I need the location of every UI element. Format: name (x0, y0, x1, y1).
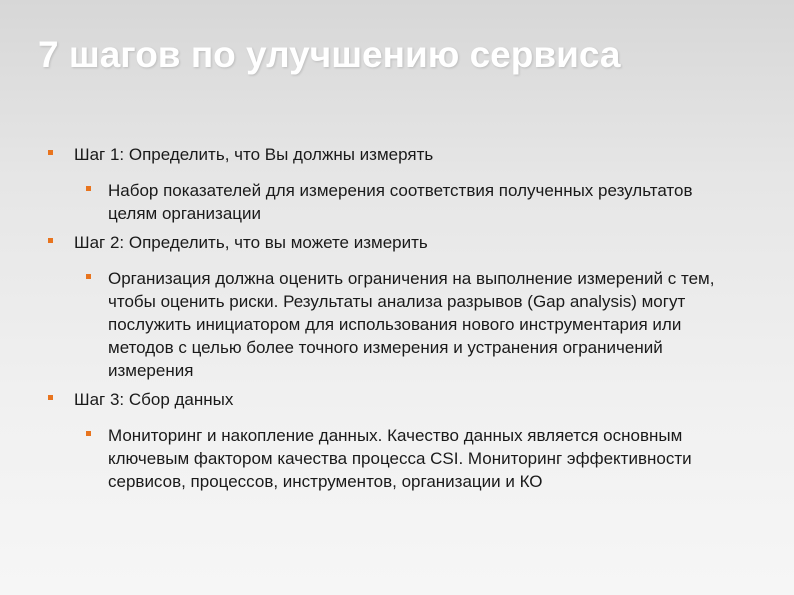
list-item-text: Шаг 3: Сбор данных (74, 390, 234, 409)
list-item-step-1 (40, 143, 760, 166)
list-item-text: Шаг 2: Определить, что вы можете измерить (74, 233, 428, 252)
list-item-text: Шаг 1: Определить, что Вы должны измерять (74, 145, 434, 164)
bullet-icon (48, 395, 53, 400)
list-item-step-2 (40, 231, 760, 254)
list-subitem-step-3 (40, 424, 738, 493)
list-subitem-step-1 (40, 179, 738, 225)
bullet-icon (48, 150, 53, 155)
list-item-step-3 (40, 388, 760, 411)
bullet-icon (48, 238, 53, 243)
bullet-icon (86, 274, 91, 279)
list-subitem-text: Набор показателей для измерения соответствия полученных результатов целям организации (108, 181, 693, 223)
list-subitem-text: Организация должна оценить ограничения на выполнение измерений с тем, чтобы оценить риски. Результаты анализа разрывов (Gap analysis) могут послужить инициатором для использования нового инструментария или методов с целью более точного измерения и устранения ограничений измерения (108, 269, 715, 380)
list-subitem-text: Мониторинг и накопление данных. Качество данных является основным ключевым фактором качества процесса CSI. Мониторинг эффективности сервисов, процессов, инструментов, организации и КО (108, 426, 692, 491)
list-subitem-step-2 (40, 267, 738, 382)
bullet-list (40, 143, 760, 499)
bullet-icon (86, 431, 91, 436)
bullet-icon (86, 186, 91, 191)
slide-title: 7 шагов по улучшению сервиса (38, 34, 621, 75)
